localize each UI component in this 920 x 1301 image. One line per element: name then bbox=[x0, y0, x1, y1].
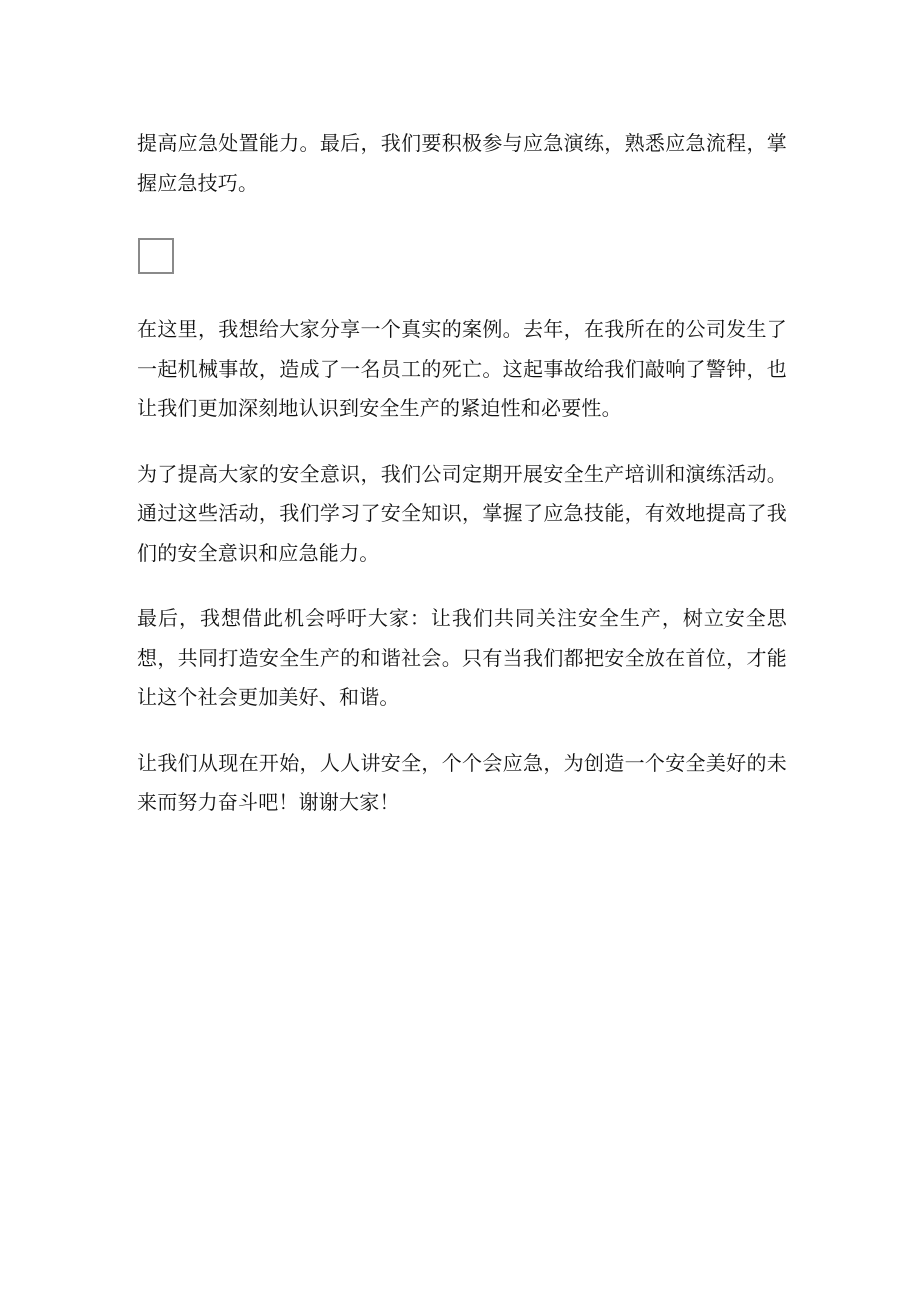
paragraph-1: 提高应急处置能力。最后，我们要积极参与应急演练，熟悉应急流程，掌握应急技巧。 bbox=[137, 131, 787, 195]
document-body bbox=[137, 124, 787, 849]
paragraph-3: 为了提高大家的安全意识，我们公司定期开展安全生产培训和演练活动。通过这些活动，我们学习了安全知识，掌握了应急技能，有效地提高了我们的安全意识和应急能力。 bbox=[137, 461, 787, 565]
paragraph-4: 最后，我想借此机会呼吁大家：让我们共同关注安全生产，树立安全思想，共同打造安全生产的和谐社会。只有当我们都把安全放在首位，才能让这个社会更加美好、和谐。 bbox=[137, 606, 787, 709]
paragraph-5: 让我们从现在开始，人人讲安全，个个会应急，为创造一个安全美好的未来而努力奋斗吧！谢谢大家！ bbox=[137, 750, 787, 814]
checkbox-icon[interactable] bbox=[138, 238, 174, 274]
paragraph-2: 在这里，我想给大家分享一个真实的案例。去年，在我所在的公司发生了一起机械事故，造成了一名员工的死亡。这起事故给我们敲响了警钟，也让我们更加深刻地认识到安全生产的紧迫性和必要性。 bbox=[137, 317, 787, 420]
